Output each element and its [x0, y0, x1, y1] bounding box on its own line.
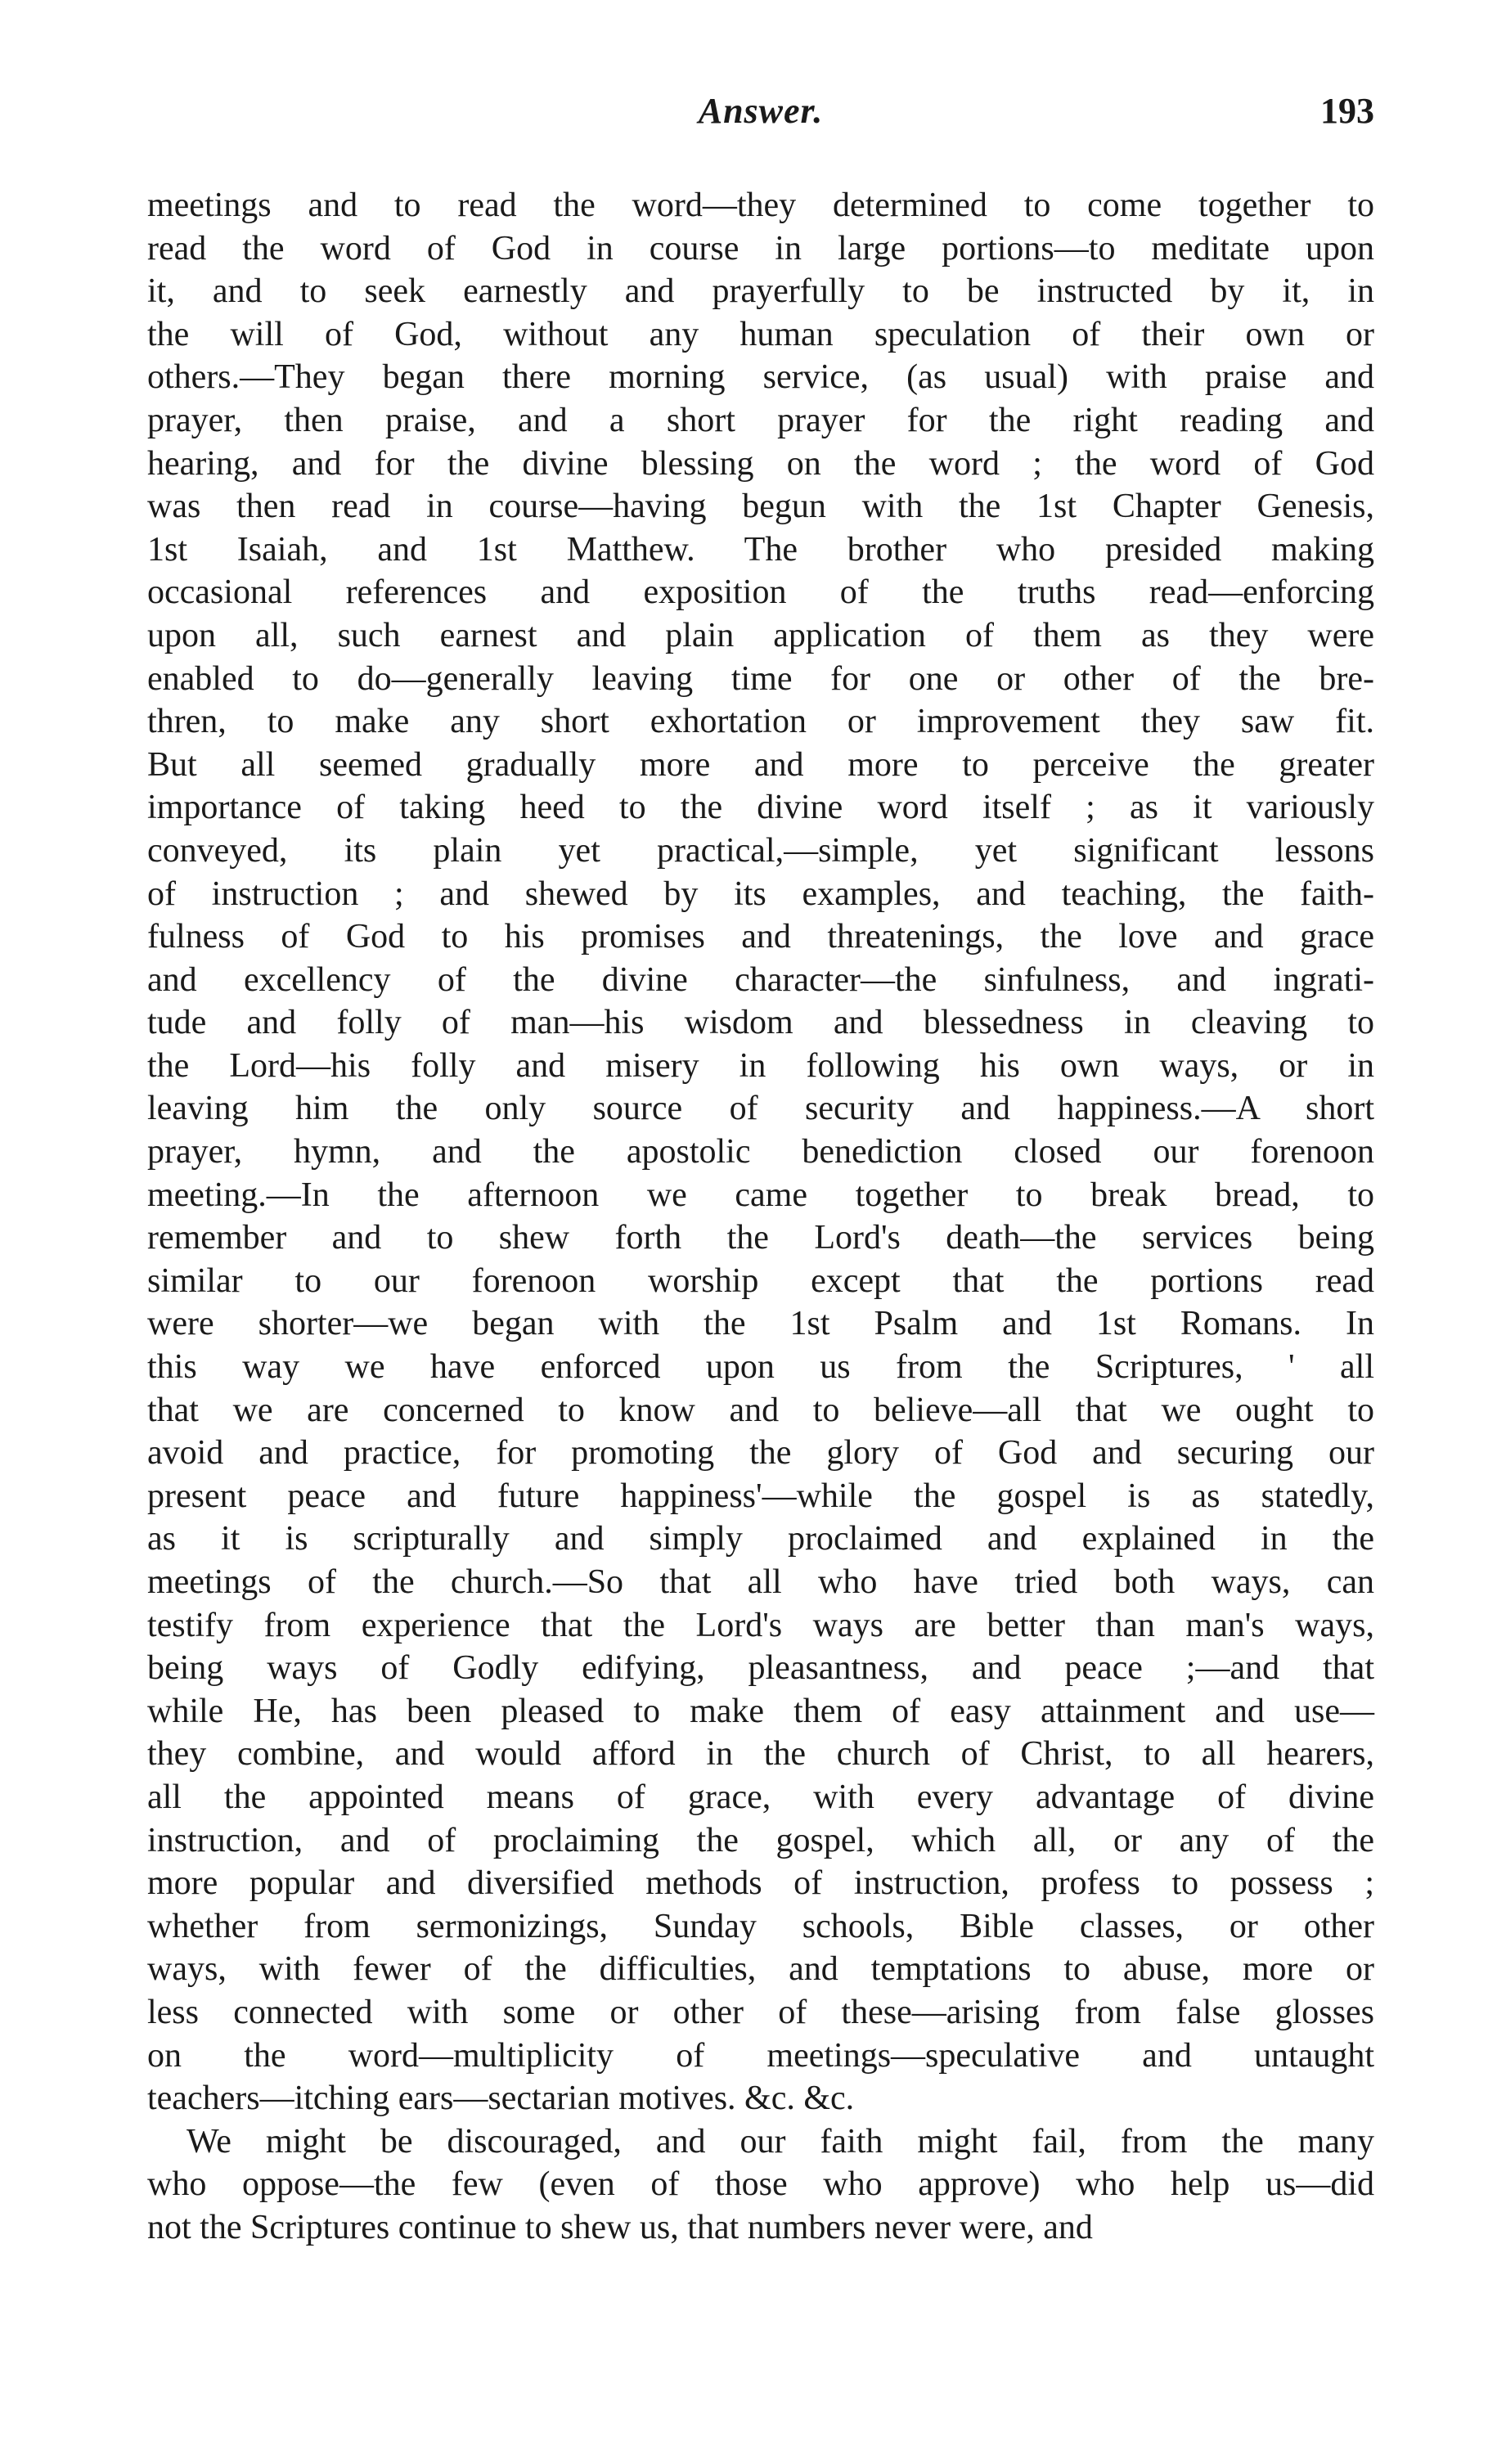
- text-line: less connected with some or other of these—arising from false glosses: [147, 1993, 1374, 2031]
- text-line: instruction, and of proclaiming the gospel, which all, or any of the: [147, 1821, 1374, 1859]
- running-title: Answer.: [698, 91, 824, 131]
- text-line: were shorter—we began with the 1st Psalm and 1st Romans. In: [147, 1305, 1374, 1343]
- text-line: remember and to shew forth the Lord's death—the services being: [147, 1219, 1374, 1257]
- text-line: upon all, such earnest and plain application of them as they were: [147, 616, 1374, 654]
- text-line: importance of taking heed to the divine word itself ; as it variously: [147, 789, 1374, 827]
- text-line: being ways of Godly edifying, pleasantness, and peace ;—and that: [147, 1649, 1374, 1688]
- text-line: thren, to make any short exhortation or improvement they saw fit.: [147, 703, 1374, 741]
- text-line: was then read in course—having begun with the 1st Chapter Genesis,: [147, 488, 1374, 526]
- text-line: hearing, and for the divine blessing on the word ; the word of God: [147, 444, 1374, 483]
- text-line: ways, with fewer of the difficulties, and temptations to abuse, more or: [147, 1950, 1374, 1989]
- text-line: as it is scripturally and simply proclaimed and explained in the: [147, 1520, 1374, 1558]
- text-line: But all seemed gradually more and more to perceive the greater: [147, 745, 1374, 784]
- text-line: We might be discouraged, and our faith might fail, from the many: [187, 2122, 1374, 2160]
- text-line: not the Scriptures continue to shew us, that numbers never were, and: [147, 2208, 1093, 2246]
- text-line: meetings and to read the word—they determined to come together to: [147, 187, 1374, 224]
- text-line: 1st Isaiah, and 1st Matthew. The brother who presided making: [147, 530, 1374, 569]
- text-line: prayer, hymn, and the apostolic benediction closed our forenoon: [147, 1133, 1374, 1171]
- text-line: meeting.—In the afternoon we came together to break bread, to: [147, 1176, 1374, 1214]
- text-line: meetings of the church.—So that all who have tried both ways, can: [147, 1563, 1374, 1601]
- text-line: conveyed, its plain yet practical,—simple, yet significant lessons: [147, 831, 1374, 870]
- text-line: others.—They began there morning service, (as usual) with praise and: [147, 358, 1374, 397]
- text-line: leaving him the only source of security and happiness.—A short: [147, 1090, 1374, 1128]
- text-line: of instruction ; and shewed by its examples, and teaching, the faith-: [147, 875, 1374, 913]
- text-line: it, and to seek earnestly and prayerfully to be instructed by it, in: [147, 272, 1374, 311]
- text-line: whether from sermonizings, Sunday schools, Bible classes, or other: [147, 1907, 1374, 1945]
- text-line: on the word—multiplicity of meetings—speculative and untaught: [147, 2036, 1374, 2075]
- text-line: all the appointed means of grace, with every advantage of divine: [147, 1778, 1374, 1816]
- text-line: more popular and diversified methods of instruction, profess to possess ;: [147, 1864, 1374, 1903]
- text-line: teachers—itching ears—sectarian motives. &c. &c.: [147, 2080, 855, 2118]
- text-line: that we are concerned to know and to believe—all that we ought to: [147, 1391, 1374, 1429]
- text-line: and excellency of the divine character—the sinfulness, and ingrati-: [147, 960, 1374, 999]
- text-line: testify from experience that the Lord's ways are better than man's ways,: [147, 1606, 1374, 1644]
- text-line: this way we have enforced upon us from the Scriptures, ' all: [147, 1348, 1374, 1387]
- text-line: tude and folly of man—his wisdom and blessedness in cleaving to: [147, 1004, 1374, 1042]
- text-line: the will of God, without any human speculation of their own or: [147, 315, 1374, 353]
- text-line: similar to our forenoon worship except that the portions read: [147, 1261, 1374, 1300]
- text-line: enabled to do—generally leaving time for one or other of the bre-: [147, 659, 1374, 698]
- text-line: fulness of God to his promises and threatenings, the love and grace: [147, 918, 1374, 956]
- body-text: [147, 184, 1374, 2250]
- text-line: who oppose—the few (even of those who approve) who help us—did: [147, 2165, 1374, 2204]
- running-head: [147, 90, 1374, 139]
- text-line: avoid and practice, for promoting the glory of God and securing our: [147, 1434, 1374, 1473]
- text-line: present peace and future happiness'—while the gospel is as statedly,: [147, 1477, 1374, 1515]
- text-line: occasional references and exposition of the truths read—enforcing: [147, 573, 1374, 612]
- text-line: while He, has been pleased to make them of easy attainment and use—: [147, 1692, 1374, 1730]
- page-number: 193: [1320, 91, 1374, 131]
- text-line: read the word of God in course in large portions—to meditate upon: [147, 229, 1374, 268]
- text-line: they combine, and would afford in the church of Christ, to all hearers,: [147, 1735, 1374, 1774]
- text-line: prayer, then praise, and a short prayer for the right reading and: [147, 401, 1374, 439]
- text-line: the Lord—his folly and misery in following his own ways, or in: [147, 1046, 1374, 1085]
